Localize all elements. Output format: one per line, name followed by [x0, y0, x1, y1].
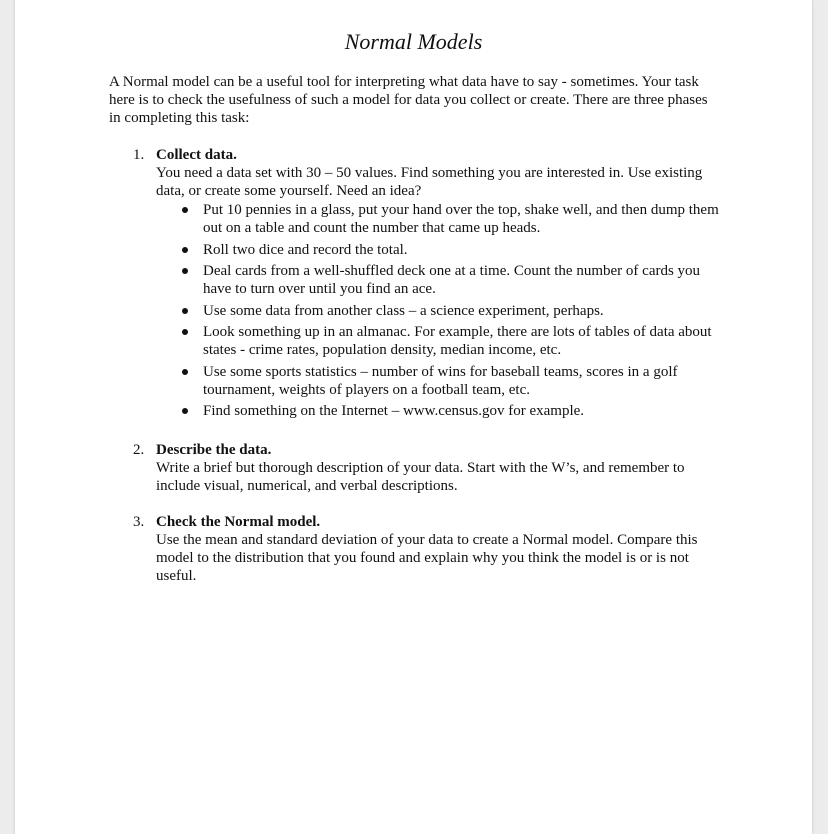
- section-number: 1.: [133, 147, 145, 163]
- section-body: Write a brief but thorough description of your data. Start with the W’s, and remember to include visual, numerical, and verbal descriptions.: [156, 460, 685, 494]
- bullet-icon: [182, 207, 188, 213]
- document-page: [15, 0, 812, 834]
- section-heading: Describe the data.: [156, 442, 272, 458]
- section-number: 2.: [133, 442, 145, 458]
- section-heading: Check the Normal model.: [156, 514, 321, 530]
- bullet-icon: [182, 329, 188, 335]
- list-item: Roll two dice and record the total.: [180, 241, 725, 259]
- list-item: Deal cards from a well-shuffled deck one at a time. Count the number of cards you have to turn over until you find an ace.: [180, 262, 725, 298]
- section-heading: Collect data.: [156, 147, 237, 163]
- bullet-icon: [182, 247, 188, 253]
- intro-paragraph: A Normal model can be a useful tool for interpreting what data have to say - sometimes. Your task here is to check the usefulness of such a model for data you collect or create. There are three phases in completing this task:: [109, 74, 708, 126]
- idea-list: [180, 201, 725, 424]
- bullet-icon: [182, 268, 188, 274]
- list-item: Put 10 pennies in a glass, put your hand over the top, shake well, and then dump them out on a table and count the number that came up heads.: [180, 201, 725, 237]
- list-item: Use some sports statistics – number of wins for baseball teams, scores in a golf tournament, weights of players on a football team, etc.: [180, 363, 725, 399]
- list-item: Use some data from another class – a science experiment, perhaps.: [180, 302, 725, 320]
- bullet-icon: [182, 408, 188, 414]
- list-item: Find something on the Internet – www.census.gov for example.: [180, 402, 725, 420]
- bullet-icon: [182, 308, 188, 314]
- list-item: Look something up in an almanac. For example, there are lots of tables of data about states - crime rates, population density, median income, etc.: [180, 323, 725, 359]
- section-body: You need a data set with 30 – 50 values. Find something you are interested in. Use existing data, or create some yourself. Need an idea?: [156, 165, 703, 199]
- section-body: Use the mean and standard deviation of your data to create a Normal model. Compare this model to the distribution that you found and explain why you think the model is or is not useful.: [156, 532, 698, 584]
- document-title: Normal Models: [344, 29, 483, 54]
- section-number: 3.: [133, 514, 145, 530]
- bullet-icon: [182, 369, 188, 375]
